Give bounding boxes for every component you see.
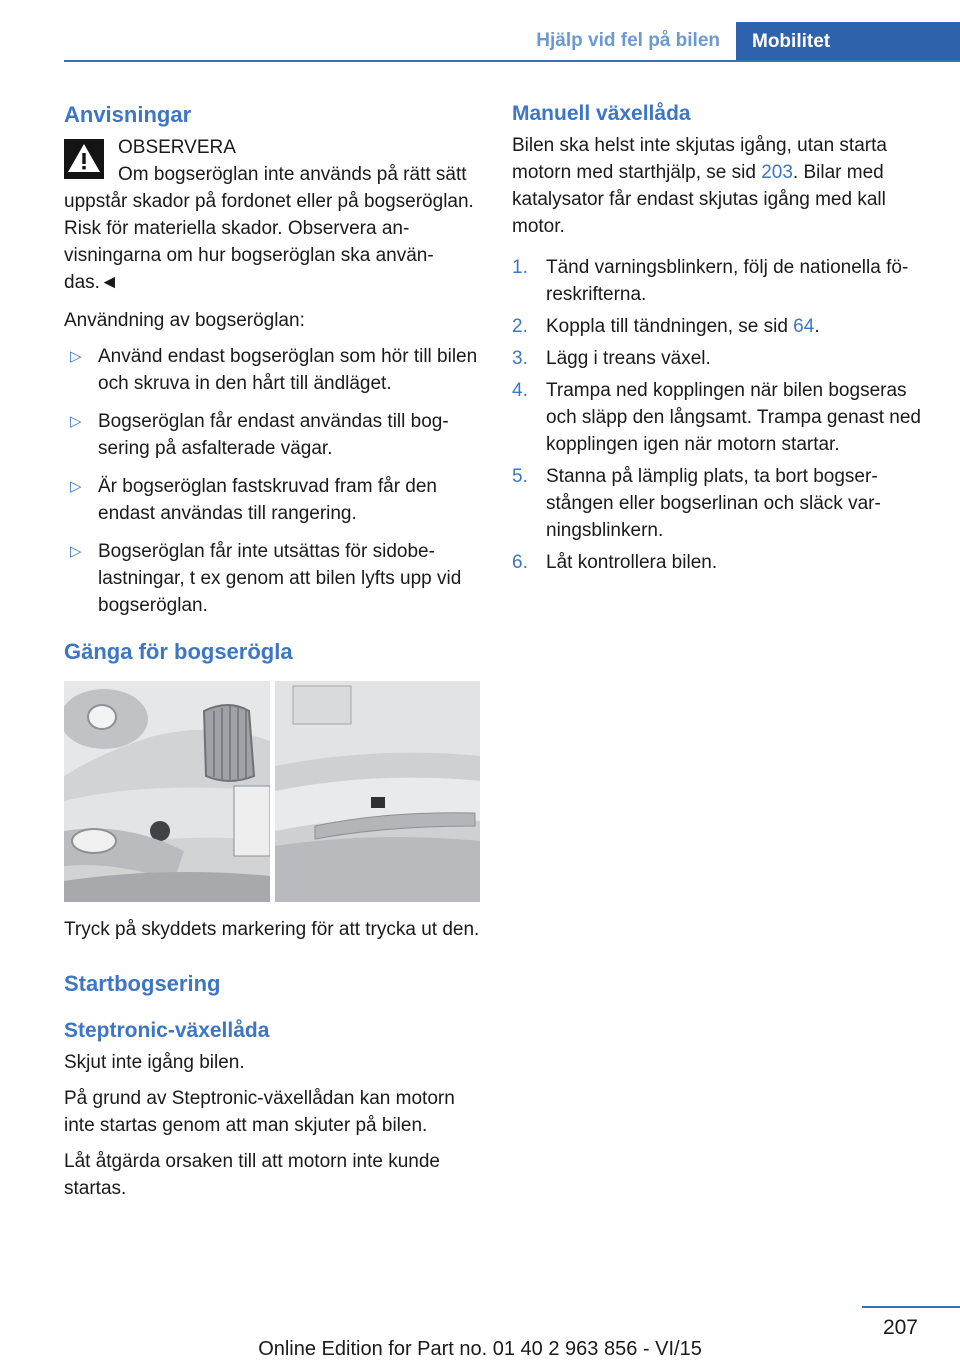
list-item: ▷ Bogseröglan får inte utsättas för sidobelastningar, t ex genom att bilen lyfts upp vid bogseröglan. (64, 538, 480, 619)
triangle-bullet-icon: ▷ (70, 348, 82, 365)
steptronic-paragraph-1: Skjut inte igång bilen. (64, 1052, 245, 1073)
header-rule (64, 60, 960, 62)
usage-list (64, 343, 480, 619)
thread-caption: Tryck på skyddets markering för att trycka ut den. (64, 919, 480, 940)
section-title-anvisningar: Anvisningar (64, 102, 192, 127)
triangle-bullet-icon: ▷ (70, 543, 82, 560)
rear-bumper-image (275, 681, 481, 902)
warning-text: Om bogseröglan inte används på rätt sätt uppstår skador på fordonet eller på bogseröglan. Risk för materiella skador. Observera anvisningarna om hur bogseröglan ska användas.◄ (64, 164, 474, 293)
page-number: 207 (882, 1316, 918, 1339)
edition-footer: Online Edition for Part no. 01 40 2 963 856 - VI/15 (258, 1338, 702, 1360)
section-title-thread: Gänga för bogserögla (64, 639, 293, 664)
procedure-steps (512, 254, 928, 576)
list-item: 6. Låt kontrollera bilen. (512, 552, 718, 573)
warning-triangle-icon (64, 139, 104, 179)
list-item: 3. Lägg i treans växel. (512, 348, 711, 369)
warning-label: OBSERVERA (118, 137, 236, 158)
triangle-bullet-icon: ▷ (70, 413, 82, 430)
section-title-startbogsering: Startbogsering (64, 971, 221, 996)
list-item: 1. Tänd varningsblinkern, följ de nationella föreskrifterna. (512, 257, 909, 305)
triangle-bullet-icon: ▷ (70, 478, 82, 495)
manual-intro: Bilen ska helst inte skjutas igång, utan starta motorn med starthjälp, se sid 203. Bilar med katalysator får endast skjutas igång med kall motor. (512, 135, 887, 237)
steptronic-paragraph-3: Låt åtgärda orsaken till att motorn inte kunde startas. (64, 1151, 441, 1199)
right-column (512, 100, 928, 581)
page-reference-link[interactable]: 203 (761, 162, 793, 183)
subsection-title-manual: Manuell växellåda (512, 102, 691, 125)
steptronic-paragraph-2: På grund av Steptronic-växellådan kan motorn inte startas genom att man skjuter på bilen. (64, 1088, 455, 1136)
header-section-title: Hjälp vid fel på bilen (536, 30, 720, 51)
list-item: ▷ Är bogseröglan fastskruvad fram får den endast användas till rangering. (64, 473, 480, 527)
list-item: ▷ Använd endast bogseröglan som hör till bilen och skruva in den hårt till ändläget. (64, 343, 480, 397)
page-header (0, 0, 960, 62)
front-bumper-image (64, 681, 270, 902)
header-chapter-tab: Mobilitet (736, 22, 960, 62)
usage-intro: Användning av bogseröglan: (64, 310, 305, 331)
page-reference-link[interactable]: 64 (793, 316, 815, 337)
subsection-title-steptronic: Steptronic-växellåda (64, 1019, 270, 1042)
list-item: 2. Koppla till tändningen, se sid 64. (512, 316, 820, 337)
list-item: ▷ Bogseröglan får endast användas till bogsering på asfalterade vägar. (64, 408, 480, 462)
warning-box (64, 134, 480, 296)
left-column (64, 100, 480, 1211)
bumper-illustration (64, 681, 480, 902)
list-item: 5. Stanna på lämplig plats, ta bort bogserstången eller bogserlinan och släck varningsblinkern. (512, 466, 881, 541)
list-item: 4. Trampa ned kopplingen när bilen bogseras och släpp den långsamt. Trampa genast ned kopplingen igen när motorn startar. (512, 380, 921, 455)
footer-rule (862, 1306, 960, 1308)
